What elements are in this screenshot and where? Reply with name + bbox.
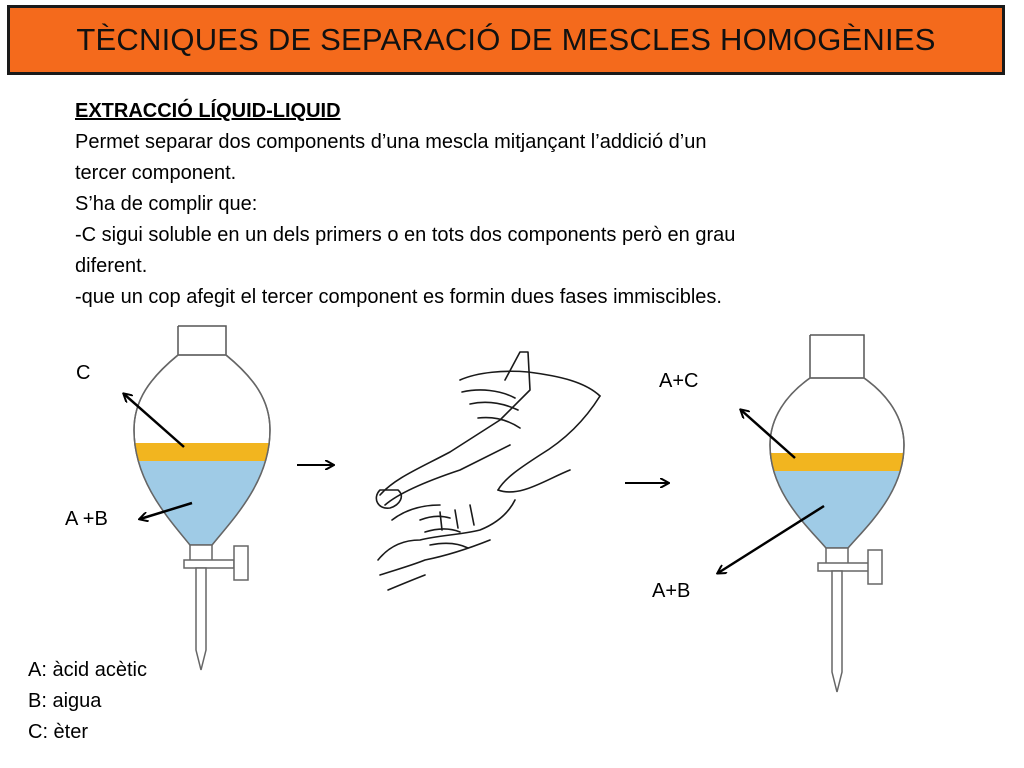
- right-organic-layer: [760, 453, 920, 471]
- right-separatory-funnel: [760, 335, 920, 692]
- legend-item: C: èter: [28, 721, 89, 743]
- page-title: TÈCNIQUES DE SEPARACIÓ DE MESCLES HOMOGÈNIES: [76, 22, 936, 57]
- description-line: -que un cop afegit el tercer component es formin dues fases immiscibles.: [75, 286, 722, 308]
- label-left-top: C: [76, 362, 91, 384]
- legend-item: A: àcid acètic: [28, 659, 147, 681]
- description-line: diferent.: [75, 255, 148, 277]
- description-line: tercer component.: [75, 162, 237, 184]
- hands-shaking-funnel-sketch: [376, 352, 600, 590]
- label-left-bottom: A +B: [65, 508, 108, 530]
- legend-item: B: aigua: [28, 690, 102, 712]
- left-organic-layer: [120, 443, 280, 461]
- pointer-arrow-right-bottom: [718, 506, 824, 573]
- section-heading: EXTRACCIÓ LÍQUID-LIQUID: [75, 100, 341, 122]
- legend: [28, 655, 147, 748]
- description-line: -C sigui soluble en un dels primers o en tots dos components però en grau: [75, 224, 736, 246]
- label-right-bottom: A+B: [652, 580, 691, 602]
- left-separatory-funnel: [120, 326, 280, 670]
- description-line: S’ha de complir que:: [75, 193, 258, 215]
- label-right-top: A+C: [659, 370, 699, 392]
- description-line: Permet separar dos components d’una mescla mitjançant l’addició d’un: [75, 131, 707, 153]
